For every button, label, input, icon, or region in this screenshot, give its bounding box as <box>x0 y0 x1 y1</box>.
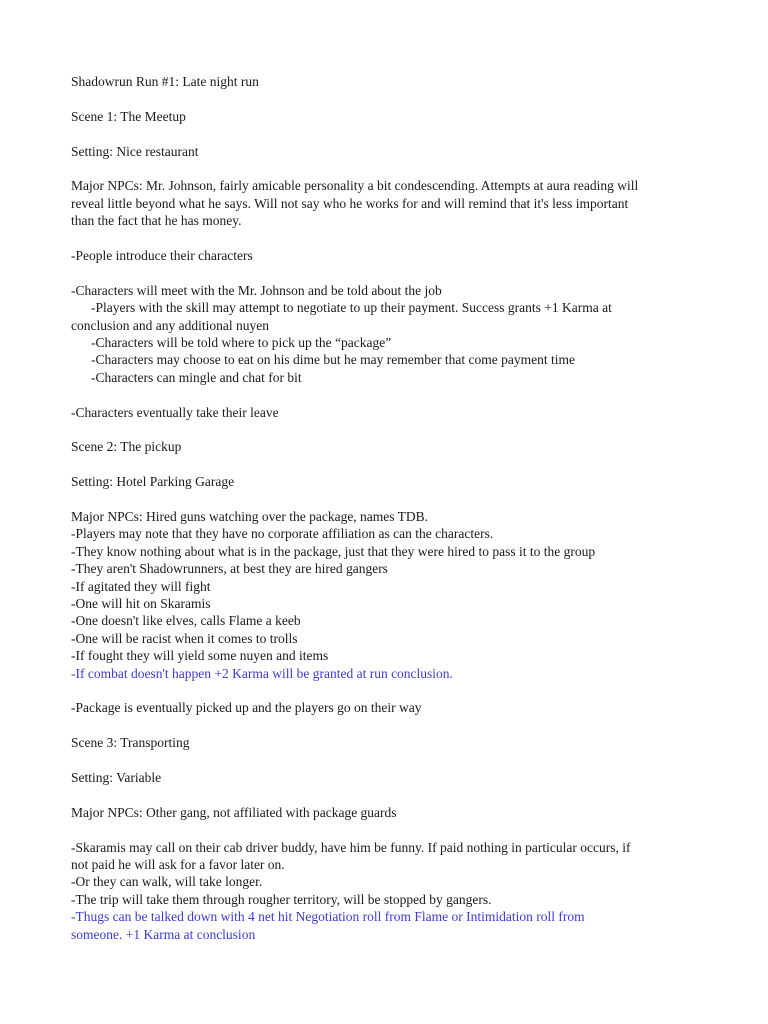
scene-1-npcs-line: Major NPCs: Mr. Johnson, fairly amicable personality a bit condescending. Attempts at aura reading will <box>71 178 639 194</box>
scene-1-intro: -People introduce their characters <box>71 248 253 263</box>
scene-2-list-item: -One will hit on Skaramis <box>71 596 211 612</box>
scene-3-npcs: Major NPCs: Other gang, not affiliated with package guards <box>71 804 397 820</box>
scene-2-list-item: -They know nothing about what is in the package, just that they were hired to pass it to the group <box>71 543 596 559</box>
scene-1-leave: -Characters eventually take their leave <box>71 404 279 420</box>
scene-3-trip: -The trip will take them through rougher territory, will be stopped by gangers. <box>71 891 492 907</box>
scene-2-list-item: -One will be racist when it comes to trolls <box>71 630 298 646</box>
scene-3-thugs-note: -Thugs can be talked down with 4 net hit Negotiation roll from Flame or Intimidation roll from <box>71 909 585 925</box>
scene-1-sub-item: -Players with the skill may attempt to negotiate to up their payment. Success grants +1 Karma at <box>91 300 612 316</box>
document-page <box>71 73 711 943</box>
scene-2-setting: Setting: Hotel Parking Garage <box>71 474 235 490</box>
scene-3-heading: Scene 3: Transporting <box>71 735 190 751</box>
scene-1-sub-item-continuation: conclusion and any additional nuyen <box>71 317 269 333</box>
scene-2-karma-note: -If combat doesn't happen +2 Karma will be granted at run conclusion. <box>71 665 453 681</box>
scene-1-sub-item: -Characters will be told where to pick up the “package” <box>91 335 392 351</box>
scene-3-thugs-note: someone. +1 Karma at conclusion <box>71 926 256 942</box>
scene-2-list-item: -One doesn't like elves, calls Flame a keeb <box>71 613 301 629</box>
scene-1-npcs-line: than the fact that he has money. <box>71 213 242 229</box>
scene-1-heading: Scene 1: The Meetup <box>71 108 186 124</box>
scene-2-list-item: -They aren't Shadowrunners, at best they are hired gangers <box>71 561 388 577</box>
scene-1-setting: Setting: Nice restaurant <box>71 143 199 159</box>
scene-1-meet: -Characters will meet with the Mr. Johnson and be told about the job <box>71 282 442 298</box>
scene-3-walk: -Or they can walk, will take longer. <box>71 874 263 890</box>
scene-3-setting: Setting: Variable <box>71 770 162 786</box>
scene-1-npcs-line: reveal little beyond what he says. Will not say who he works for and will remind that it's less important <box>71 195 629 211</box>
scene-1-sub-item: -Characters may choose to eat on his dime but he may remember that come payment time <box>91 352 575 368</box>
scene-3-cab-line: -Skaramis may call on their cab driver buddy, have him be funny. If paid nothing in particular occurs, if <box>71 839 631 855</box>
document-title: Shadowrun Run #1: Late night run <box>71 74 259 89</box>
scene-2-end: -Package is eventually picked up and the players go on their way <box>71 700 422 716</box>
scene-2-heading: Scene 2: The pickup <box>71 439 182 455</box>
scene-2-npcs: Major NPCs: Hired guns watching over the package, names TDB. <box>71 509 429 525</box>
scene-2-list-item: -If fought they will yield some nuyen and items <box>71 648 329 664</box>
scene-2-list-item: -If agitated they will fight <box>71 578 211 594</box>
scene-1-sub-item: -Characters can mingle and chat for bit <box>91 369 302 385</box>
scene-2-list-item: -Players may note that they have no corporate affiliation as can the characters. <box>71 526 494 542</box>
scene-3-cab-line: not paid he will ask for a favor later on. <box>71 857 285 873</box>
